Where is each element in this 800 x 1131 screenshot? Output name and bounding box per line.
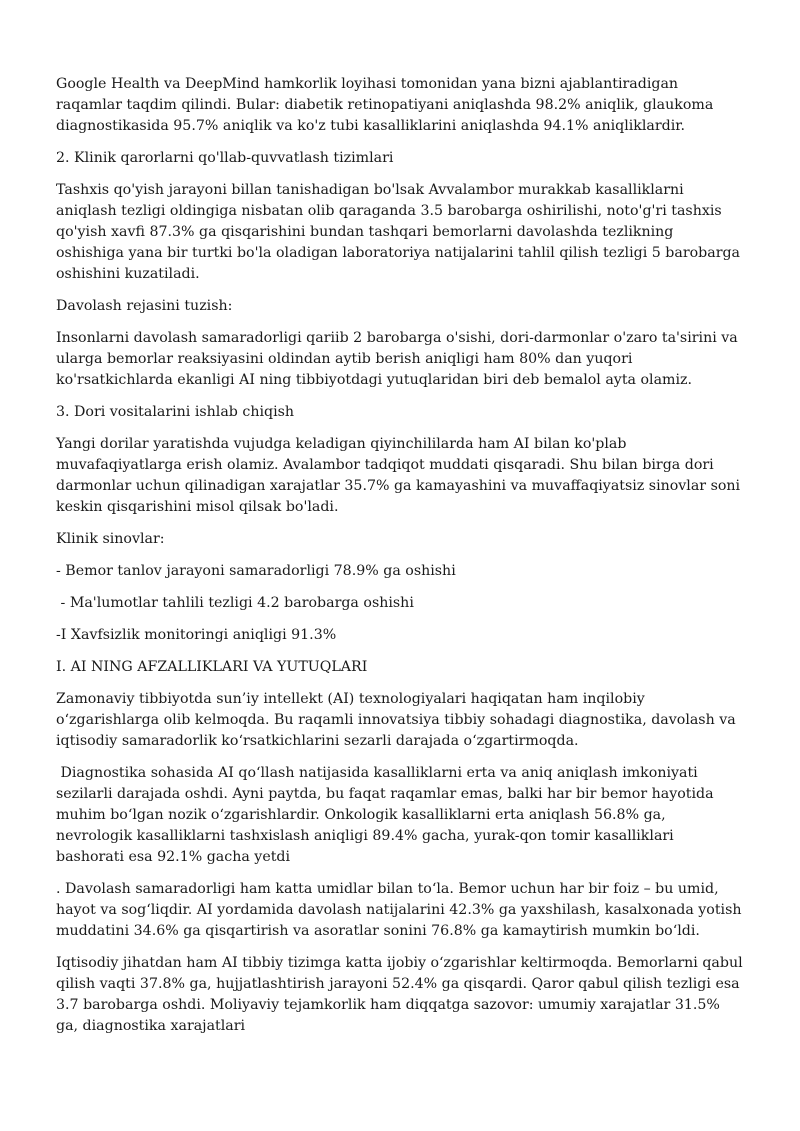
paragraph-modern-medicine: Zamonaviy tibbiyotda sun’iy intellekt (AI) texnologiyalari haqiqatan ham inqilobiy o‘zgarishlarga olib kelmoqda. Bu raqamli innovatsiya tibbiy sohadagi diagnostika, davolash va iqtisodiy samaradorlik ko‘rsatkichlarini sezarli darajada o‘zgartirmoqda. [56, 691, 736, 749]
section-heading-ai-advantages: I. AI NING AFZALLIKLARI VA YUTUQLARI [56, 659, 368, 675]
paragraph-diagnostics: Diagnostika sohasida AI qo‘llash natijasida kasalliklarni erta va aniq aniqlash imkoniyati sezilarli darajada oshdi. Ayni paytda, bu faqat raqamlar emas, balki har bir bemor hayotida muhim bo‘lgan nozik o‘zgarishlardir. Onkologik kasalliklarni erta aniqlash 56.8% ga, nevrologik kasalliklarni tashxislash aniqligi 89.4% gacha, yurak-qon tomir kasalliklari bashorati esa 92.1% gacha yetdi [56, 765, 719, 865]
section-heading-clinical-decision: 2. Klinik qarorlarni qo'llab-quvvatlash tizimlari [56, 150, 394, 166]
list-item-safety-monitoring: -I Xavfsizlik monitoringi aniqligi 91.3% [56, 627, 337, 643]
list-item-data-analysis: - Ma'lumotlar tahlili tezligi 4.2 barobarga oshishi [56, 595, 414, 611]
paragraph-google-deepmind: Google Health va DeepMind hamkorlik loyihasi tomonidan yana bizni ajablantiradigan raqamlar taqdim qilindi. Bular: diabetik retinopatiyani aniqlashda 98.2% aniqlik, glaukoma diagnostikasida 95.7% aniqlik va ko'z tubi kasalliklarini aniqlashda 94.1% aniqliklardir. [56, 76, 714, 134]
paragraph-treatment-results: . Davolash samaradorligi ham katta umidlar bilan to‘la. Bemor uchun har bir foiz – bu umid, hayot va sog‘liqdir. AI yordamida davolash natijalarini 42.3% ga yaxshilash, kasalxonada yotish muddatini 34.6% ga qisqartirish va asoratlar sonini 76.8% ga kamaytirish mumkin bo‘ldi. [56, 881, 742, 939]
paragraph-new-drugs: Yangi dorilar yaratishda vujudga keladigan qiyinchililarda ham AI bilan ko'plab muvafaqiyatlarga erish olamiz. Avalambor tadqiqot muddati qisqaradi. Shu bilan birga dori darmonlar uchun qilinadigan xarajatlar 35.7% ga kamayashini va muvaffaqiyatsiz sinovlar soni keskin qisqarishini misol qilsak bo'ladi. [56, 436, 741, 515]
subheading-clinical-trials: Klinik sinovlar: [56, 531, 165, 547]
paragraph-treatment-efficiency: Insonlarni davolash samaradorligi qariib 2 barobarga o'sishi, dori-darmonlar o'zaro ta'sirini va ularga bemorlar reaksiyasini oldindan aytib berish aniqligi ham 80% dan yuqori ko'rsatkichlarda ekanligi AI ning tibbiyotdagi yutuqlaridan biri deb bemalol ayta olamiz. [56, 330, 738, 388]
list-item-patient-selection: - Bemor tanlov jarayoni samaradorligi 78.9% ga oshishi [56, 563, 456, 579]
paragraph-diagnosis-process: Tashxis qo'yish jarayoni billan tanishadigan bo'lsak Avvalambor murakkab kasalliklarni aniqlash tezligi oldingiga nisbatan olib qaraganda 3.5 barobarga oshirilishi, noto'g'ri tashxis qo'yish xavfi 87.3% ga qisqarishini bundan tashqari bemorlarni davolashda tezlikning oshishiga yana bir turtki bo'la oladigan laboratoriya natijalarini tahlil qilish tezligi 5 barobarga oshishini kuzatiladi. [56, 182, 741, 282]
paragraph-economic: Iqtisodiy jihatdan ham AI tibbiy tizimga katta ijobiy o‘zgarishlar keltirmoqda. Bemorlarni qabul qilish vaqti 37.8% ga, hujjatlashtirish jarayoni 52.4% ga qisqardi. Qaror qabul qilish tezligi esa 3.7 barobarga oshdi. Moliyaviy tejamkorlik ham diqqatga sazovor: umumiy xarajatlar 31.5% ga, diagnostika xarajatlari [56, 955, 743, 1034]
section-heading-drug-development: 3. Dori vositalarini ishlab chiqish [56, 404, 295, 420]
subheading-treatment-plan: Davolash rejasini tuzish: [56, 298, 233, 314]
